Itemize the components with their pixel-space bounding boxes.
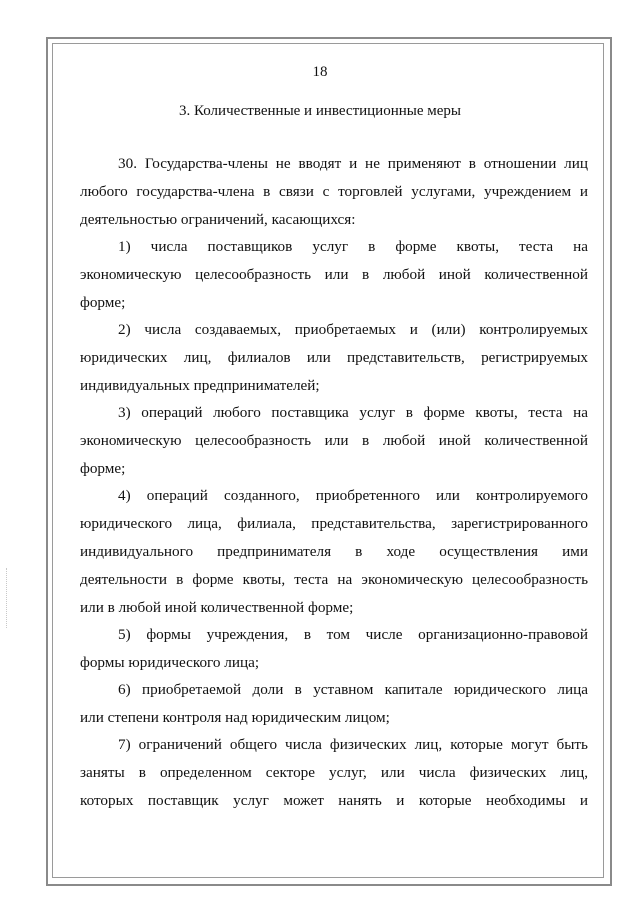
paragraph-line: форме; — [80, 294, 126, 311]
paragraph-line: экономическую целесообразность или в любой иной количественной — [80, 432, 588, 449]
paragraph-line: 5) формы учреждения, в том числе организационно-правовой — [118, 626, 588, 643]
paragraph-line: форме; — [80, 460, 126, 477]
paragraph-line: индивидуальных предпринимателей; — [80, 377, 320, 394]
paragraph-line: 6) приобретаемой доли в уставном капитале юридического лица — [118, 681, 588, 698]
paragraph-line: 7) ограничений общего числа физических лиц, которые могут быть — [118, 736, 588, 753]
paragraph-line: деятельностью ограничений, касающихся: — [80, 211, 356, 228]
scan-margin-mark — [6, 568, 8, 628]
paragraph-line: 4) операций созданного, приобретенного или контролируемого — [118, 487, 588, 504]
paragraph-line: деятельности в форме квоты, теста на экономическую целесообразность — [80, 571, 588, 588]
section-heading: 3. Количественные и инвестиционные меры — [179, 103, 461, 119]
paragraph-line: или в любой иной количественной форме; — [80, 599, 354, 616]
paragraph-line: 30. Государства-члены не вводят и не применяют в отношении лиц — [118, 155, 588, 172]
paragraph-line: заняты в определенном секторе услуг, или числа физических лиц, — [80, 764, 588, 781]
paragraph-line: формы юридического лица; — [80, 654, 260, 671]
paragraph-line: или степени контроля над юридическим лицом; — [80, 709, 390, 726]
paragraph-line: экономическую целесообразность или в любой иной количественной — [80, 266, 588, 283]
paragraph-line: индивидуального предпринимателя в ходе осуществления ими — [80, 543, 588, 560]
paragraph-line: 3) операций любого поставщика услуг в форме квоты, теста на — [118, 404, 588, 421]
page-number: 18 — [312, 64, 328, 80]
paragraph-line: юридического лица, филиала, представительства, зарегистрированного — [80, 515, 588, 532]
paragraph-line: юридических лиц, филиалов или представительств, регистрируемых — [80, 349, 588, 366]
paragraph-line: 1) числа поставщиков услуг в форме квоты, теста на — [118, 238, 588, 255]
paragraph-line: любого государства-члена в связи с торговлей услугами, учреждением и — [80, 183, 588, 200]
paragraph-line: которых поставщик услуг может нанять и которые необходимы и — [80, 792, 588, 809]
paragraph-line: 2) числа создаваемых, приобретаемых и (или) контролируемых — [118, 321, 588, 338]
